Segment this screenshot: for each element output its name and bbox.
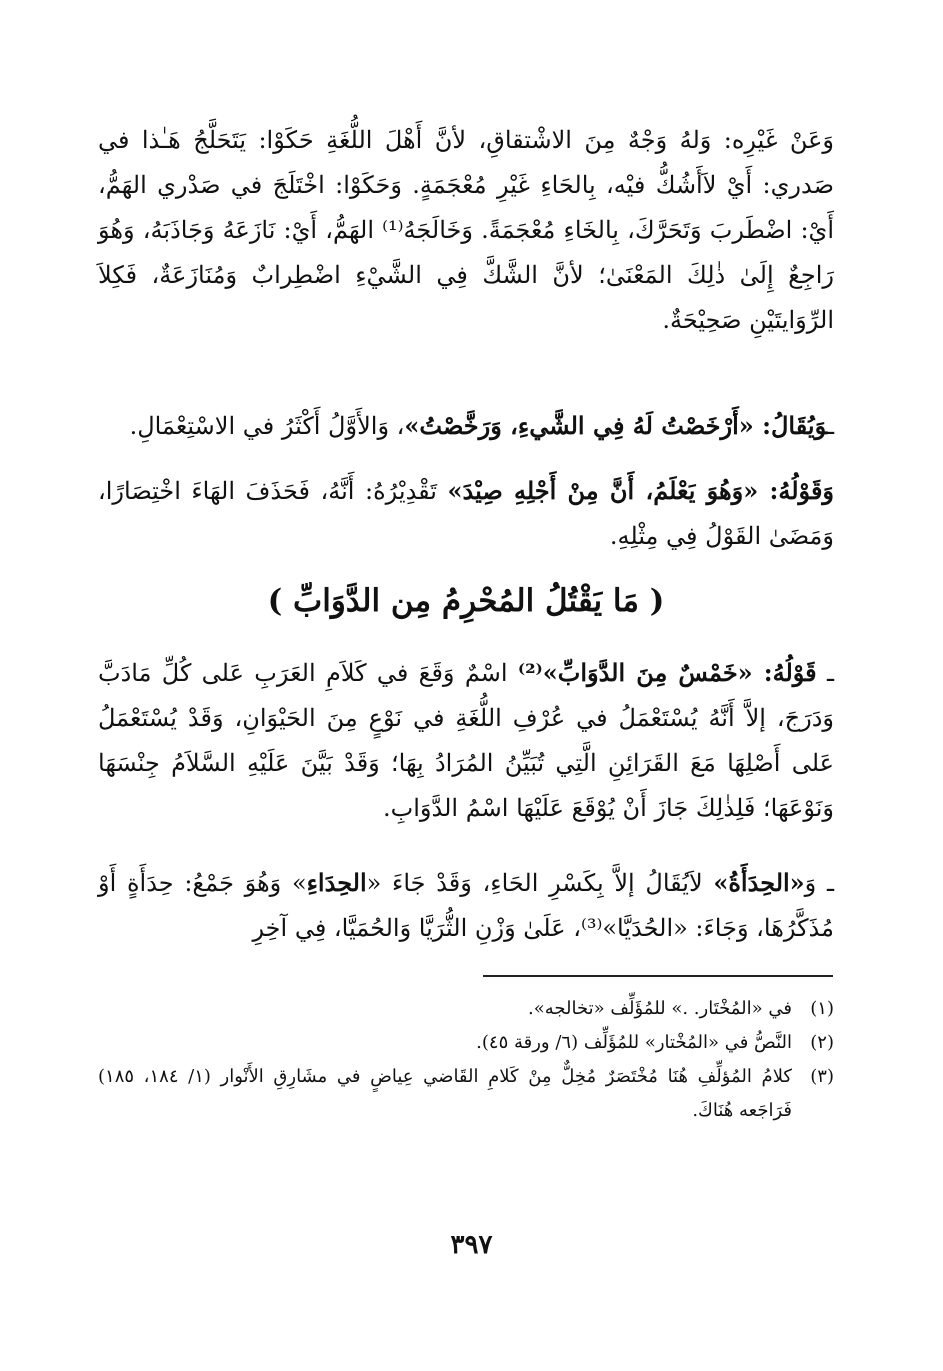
body-paragraph-4 — [98, 650, 834, 831]
body-paragraph-3 — [98, 468, 834, 559]
paragraph-lead: ـ — [826, 412, 834, 440]
paragraph-lead: ـ وَ — [804, 869, 834, 897]
paragraph-keyword: قَوْلُهُ: «خَمْسٌ مِنَ الدَّوَابِّ»⁽²⁾ — [517, 658, 817, 687]
body-paragraph-5 — [98, 860, 834, 951]
section-heading: ( مَا يَقْتُلُ المُحْرِمُ مِن الدَّوَابِّ ) — [267, 583, 665, 619]
paragraph-text: اسْمٌ وَقَعَ في كَلاَمِ العَرَبِ عَلى كُلِّ مَادَبَّ وَدَرَجَ، إلاَّ أَنَّهُ يُسْتَعْمَلُ في عُرْفِ اللُّغَةِ في نَوْعٍ مِنَ الحَيْوَانِ، وَقَدْ يُسْتَعْمَلُ عَلى أَصْلِهَا مَعَ القَرَائِنِ الَّتِي تُبَيِّنُ المُرَادُ بِهَا؛ وَقَدْ بَيَّنَ عَلَيْهِ السَّلاَمُ جِنْسَهَا وَنَوْعَهَا؛ فَلِذٰلِكَ جَازَ أَنْ يُوْقَعَ عَلَيْهَا اسْمُ الدَّوَابِ. — [98, 659, 834, 822]
paragraph-keyword: وَيُقَالُ: «أَرْخَصْتُ لَهُ فِي الشَّيءِ، وَرَخَّصْتُ» — [404, 411, 827, 440]
body-paragraph-2 — [98, 403, 834, 449]
footnotes — [98, 992, 834, 1128]
footnote-number: (٣) — [810, 1066, 834, 1087]
footnote-text: النَّصُّ في «المُخْتار» للمُؤَلِّف (٦/ ورقة ٤٥). — [476, 1032, 792, 1053]
paragraph-keyword: وَقَوْلُهُ: «وَهُوَ يَعْلَمُ، أَنَّ مِنْ أَجْلِهِ صِيْدَ» — [447, 476, 835, 505]
footnote-number: (٢) — [810, 1032, 834, 1053]
footnote-text: كلامُ المُؤلِّفِ هُنَا مُخْتَصَرٌ مُخِلٌّ مِنْ كَلامِ القَاضي عِياضٍ في مشَارِقِ الأَنْوار (١/ ١٨٤، ١٨٥) فَرَاجَعه هُنَاكَ. — [98, 1066, 792, 1121]
paragraph-keyword: الحِدَاءِ — [306, 868, 367, 897]
paragraph-text: » وَهُوَ جَمْعُ: حِدَأَةٍ أَوْ مُذَكَّرُهَا، وَجَاءَ: «الحُدَيَّا»⁽³⁾، عَلَىٰ وَزْنِ الثُّرَيَّا وَالحُمَيَّا، فِي آخِرِ — [98, 869, 834, 942]
paragraph-lead: ـ — [816, 659, 834, 687]
footnote-text: في «المُخْتَار. .» للمُؤَلِّف «تخالجه». — [528, 998, 792, 1019]
footnote — [98, 1060, 834, 1128]
body-paragraph-1 — [98, 118, 834, 343]
paragraph-text: تَقْدِيْرُهُ: أَنَّهُ، فَحَذَفَ الهَاءَ اخْتِصَارًا، وَمَضَىٰ القَوْلُ فِي مِثْلِهِ. — [98, 477, 834, 550]
paragraph-text: لاَيُقَالُ إلاَّ بِكَسْرِ الحَاءِ، وَقَدْ جَاءَ « — [366, 869, 714, 897]
footnote-divider — [483, 975, 833, 977]
paragraph-text: وَعَنْ غَيْرِه: وَلهُ وَجْهٌ مِنَ الاشْتقاقِ، لأنَّ أَهْلَ اللُّغَةِ حَكَوْا: يَتَحَلَّجُ هَـٰذا في صَدري: أَيْ لاَأَشُكُّ فيْه، بِالحَاءِ غَيْرِ مُعْجَمَةٍ. وَحَكَوْا: اخْتَلَجَ في صَدْري الهَمُّ، أَيْ: اضْطَربَ وَتَحَرَّكَ، بِالخَاءِ مُعْجَمَةً. وَخَالَجَهُ⁽¹⁾ الهَمُّ، أَيْ: نَازَعَهُ وَجَاذَبَهُ، وَهُوَ رَاجِعٌ إِلَىٰ ذٰلِكَ المَعْنَىٰ؛ لأنَّ الشَّكَّ فِي الشَّيْءِ اضْطِرابٌ وَمُنَازَعَةٌ، فَكِلاَ الرِّوَايتَيْنِ صَحِيْحَةٌ. — [98, 126, 834, 334]
page-number: ٣٩٧ — [450, 1230, 493, 1260]
paragraph-keyword: «الحِدَأَةُ» — [713, 868, 805, 897]
footnote-number: (١) — [810, 998, 834, 1019]
paragraph-text: ، وَالأَوَّلُ أَكْثَرُ في الاسْتِعْمَالِ. — [129, 412, 405, 440]
footnote — [98, 992, 834, 1026]
footnote — [98, 1026, 834, 1060]
